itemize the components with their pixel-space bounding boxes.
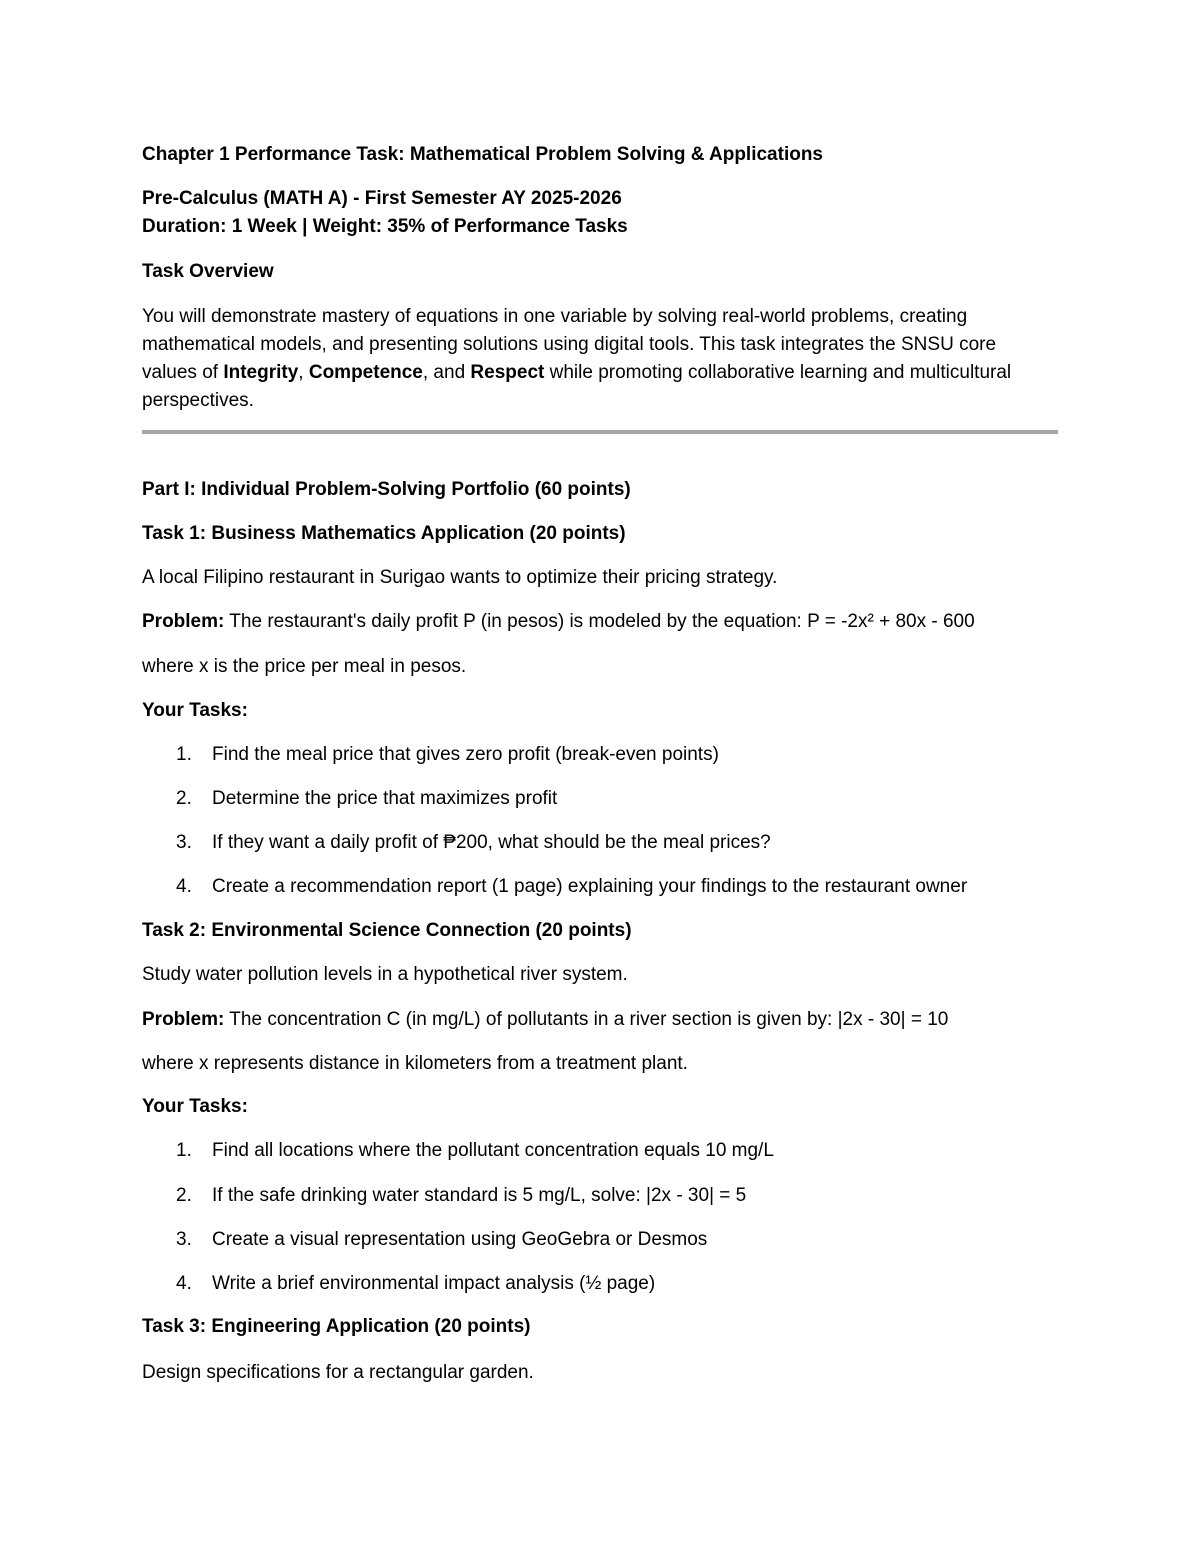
problem-text: The concentration C (in mg/L) of pollutants in a river section is given by: |2x - 30| = 10 xyxy=(224,1009,949,1030)
list-item xyxy=(176,785,557,813)
task3-intro: Design specifications for a rectangular garden. xyxy=(142,1362,534,1383)
core-value-respect: Respect xyxy=(470,362,545,383)
task2-problem xyxy=(142,1006,948,1034)
task1-where: where x is the price per meal in pesos. xyxy=(142,656,467,677)
list-number: 3. xyxy=(176,832,192,853)
task1-tasks-heading: Your Tasks: xyxy=(142,700,248,721)
list-item xyxy=(176,741,719,769)
list-item xyxy=(176,873,967,901)
list-text: Write a brief environmental impact analysis (½ page) xyxy=(212,1273,656,1294)
list-text: If the safe drinking water standard is 5 mg/L, solve: |2x - 30| = 5 xyxy=(212,1185,747,1206)
overview-text: , and xyxy=(422,362,471,383)
overview-text: , xyxy=(298,362,309,383)
list-item xyxy=(176,1226,707,1254)
core-value-competence: Competence xyxy=(308,362,423,383)
list-item xyxy=(176,1182,746,1210)
list-number: 1. xyxy=(176,1140,192,1161)
problem-label: Problem: xyxy=(142,1009,225,1030)
overview-line-2: mathematical models, and presenting solutions using digital tools. This task integrates the SNSU core xyxy=(142,334,997,355)
list-text: Create a visual representation using GeoGebra or Desmos xyxy=(212,1229,708,1250)
overview-heading: Task Overview xyxy=(142,261,274,282)
overview-text: while promoting collaborative learning and multicultural xyxy=(544,362,1012,383)
task2-tasks-heading: Your Tasks: xyxy=(142,1096,248,1117)
part1-heading: Part I: Individual Problem-Solving Portfolio (60 points) xyxy=(142,479,631,500)
task2-heading: Task 2: Environmental Science Connection (20 points) xyxy=(142,920,632,941)
list-item xyxy=(176,1137,774,1165)
task2-intro: Study water pollution levels in a hypothetical river system. xyxy=(142,964,628,985)
task1-intro: A local Filipino restaurant in Surigao wants to optimize their pricing strategy. xyxy=(142,567,778,588)
list-text: If they want a daily profit of ₱200, what should be the meal prices? xyxy=(212,832,771,853)
task1-heading: Task 1: Business Mathematics Application (20 points) xyxy=(142,523,626,544)
list-item xyxy=(176,829,771,857)
overview-line-4: perspectives. xyxy=(142,390,254,411)
overview-line-1: You will demonstrate mastery of equations in one variable by solving real-world problems, creating xyxy=(142,306,968,327)
overview-text: values of xyxy=(142,362,224,383)
list-text: Find the meal price that gives zero profit (break-even points) xyxy=(212,744,719,765)
task2-where: where x represents distance in kilometers from a treatment plant. xyxy=(142,1053,688,1074)
task1-problem xyxy=(142,608,975,636)
task3-heading: Task 3: Engineering Application (20 points) xyxy=(142,1316,531,1337)
list-text: Determine the price that maximizes profit xyxy=(212,788,558,809)
document-title: Chapter 1 Performance Task: Mathematical Problem Solving & Applications xyxy=(142,144,824,165)
list-number: 2. xyxy=(176,1185,192,1206)
list-text: Find all locations where the pollutant concentration equals 10 mg/L xyxy=(212,1140,774,1161)
list-number: 2. xyxy=(176,788,192,809)
list-number: 1. xyxy=(176,744,192,765)
duration-weight-line: Duration: 1 Week | Weight: 35% of Performance Tasks xyxy=(142,216,628,237)
list-item xyxy=(176,1270,655,1298)
list-number: 4. xyxy=(176,1273,192,1294)
problem-text: The restaurant's daily profit P (in pesos) is modeled by the equation: P = -2x² + 80x - 600 xyxy=(224,611,975,632)
course-line: Pre-Calculus (MATH A) - First Semester AY 2025-2026 xyxy=(142,188,622,209)
list-number: 4. xyxy=(176,876,192,897)
list-text: Create a recommendation report (1 page) explaining your findings to the restaurant owner xyxy=(212,876,968,897)
problem-label: Problem: xyxy=(142,611,225,632)
overview-line-3 xyxy=(142,359,1011,387)
document-page xyxy=(142,0,1058,1553)
core-value-integrity: Integrity xyxy=(223,362,299,383)
list-number: 3. xyxy=(176,1229,192,1250)
horizontal-rule xyxy=(142,430,1058,434)
